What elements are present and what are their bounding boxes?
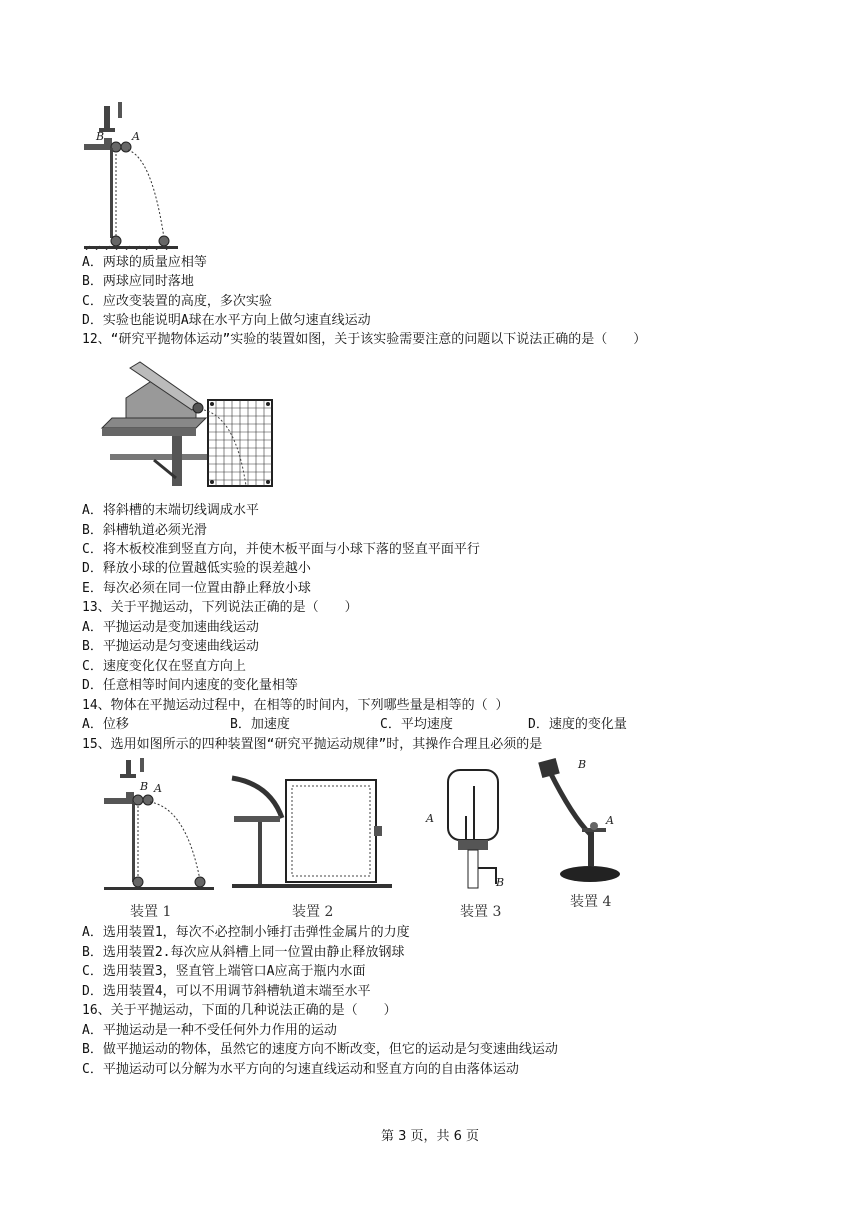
q14-option-c: C．平均速度 bbox=[380, 717, 453, 732]
q13-option-d: D．任意相等时间内速度的变化量相等 bbox=[82, 678, 298, 693]
d4-label-b: B bbox=[578, 758, 587, 771]
q12-stem: 12、“研究平抛物体运动”实验的装置如图，关于该实验需要注意的问题以下说法正确的是（ ） bbox=[82, 332, 647, 347]
page-footer: 第 3 页，共 6 页 bbox=[380, 1129, 480, 1144]
q12-option-a: A．将斜槽的末端切线调成水平 bbox=[82, 503, 259, 518]
d1-label-a: A bbox=[154, 782, 162, 795]
q12-option-d: D．释放小球的位置越低实验的误差越小 bbox=[82, 561, 311, 576]
label-a: A bbox=[132, 130, 140, 143]
q12-option-e: E．每次必须在同一位置由静止释放小球 bbox=[82, 581, 311, 596]
q15-option-d: D．选用装置4，可以不用调节斜槽轨道末端至水平 bbox=[82, 984, 371, 999]
q14-stem: 14、物体在平抛运动过程中，在相等的时间内，下列哪些量是相等的（ ） bbox=[82, 698, 509, 713]
q15-option-c: C．选用装置3，竖直管上端管口A应高于瓶内水面 bbox=[82, 964, 366, 979]
q16-stem: 16、关于平抛运动，下面的几种说法正确的是（ ） bbox=[82, 1003, 397, 1018]
d1-label-b: B bbox=[140, 780, 149, 793]
device-1 bbox=[104, 758, 214, 920]
q13-option-b: B．平抛运动是匀变速曲线运动 bbox=[82, 639, 259, 654]
caption-device-3: 装置 3 bbox=[460, 904, 502, 920]
q15-option-a: A．选用装置1，每次不必控制小锤打击弹性金属片的力度 bbox=[82, 925, 410, 940]
q13-option-c: C．速度变化仅在竖直方向上 bbox=[82, 659, 246, 674]
q15-figure bbox=[82, 756, 642, 922]
caption-device-2: 装置 2 bbox=[292, 904, 334, 920]
d4-label-a: A bbox=[606, 814, 614, 827]
q16-option-b: B．做平抛运动的物体，虽然它的速度方向不断改变，但它的运动是匀变速曲线运动 bbox=[82, 1042, 558, 1057]
q13-stem: 13、关于平抛运动，下列说法正确的是（ ） bbox=[82, 600, 358, 615]
q11-option-c: C．应改变装置的高度，多次实验 bbox=[82, 294, 272, 309]
q11-option-a: A．两球的质量应相等 bbox=[82, 255, 207, 270]
d3-label-a: A bbox=[426, 812, 434, 825]
q11-option-b: B．两球应同时落地 bbox=[82, 274, 194, 289]
q16-option-a: A．平抛运动是一种不受任何外力作用的运动 bbox=[82, 1023, 337, 1038]
q12-figure bbox=[96, 358, 276, 490]
d3-label-b: B bbox=[496, 876, 505, 889]
q14-options bbox=[82, 716, 782, 734]
q15-stem: 15、选用如图所示的四种装置图“研究平抛运动规律”时，其操作合理且必须的是 bbox=[82, 737, 543, 752]
caption-device-4: 装置 4 bbox=[570, 894, 612, 910]
q12-option-c: C．将木板校准到竖直方向，并使木板平面与小球下落的竖直平面平行 bbox=[82, 542, 480, 557]
q13-option-a: A．平抛运动是变加速曲线运动 bbox=[82, 620, 259, 635]
caption-device-1: 装置 1 bbox=[130, 904, 172, 920]
q16-option-c: C．平抛运动可以分解为水平方向的匀速直线运动和竖直方向的自由落体运动 bbox=[82, 1062, 519, 1077]
device-2 bbox=[232, 778, 392, 920]
label-b: B bbox=[96, 130, 105, 143]
device-3 bbox=[425, 770, 504, 920]
q11-option-d: D．实验也能说明A球在水平方向上做匀速直线运动 bbox=[82, 313, 371, 328]
device-4 bbox=[538, 758, 620, 910]
q15-option-b: B．选用装置2.每次应从斜槽上同一位置由静止释放钢球 bbox=[82, 945, 405, 960]
q14-option-d: D．速度的变化量 bbox=[528, 717, 627, 732]
q14-option-a: A．位移 bbox=[82, 717, 129, 732]
q14-option-b: B．加速度 bbox=[230, 717, 290, 732]
q12-option-b: B．斜槽轨道必须光滑 bbox=[82, 523, 207, 538]
q11-figure bbox=[82, 98, 182, 250]
